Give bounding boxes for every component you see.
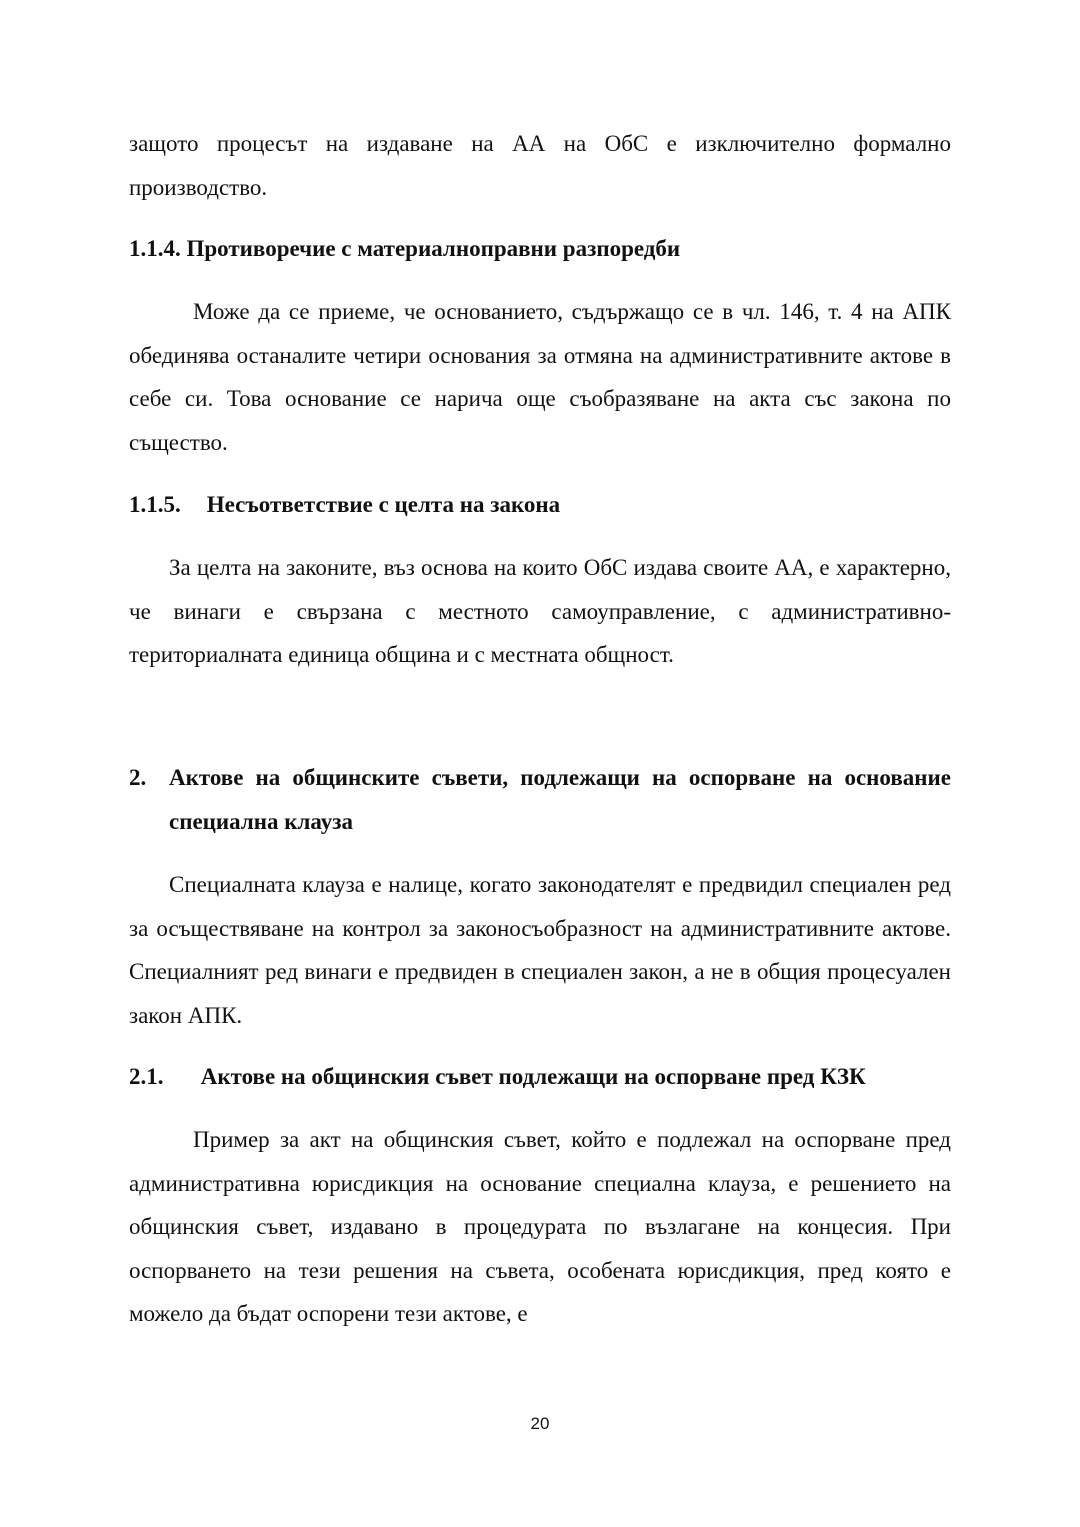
paragraph-2-1: Пример за акт на общинския съвет, който е подлежал на оспорване пред административна юрисдикция на основание специална клауза, е решението на общинския съвет, издавано в процедурата по възлагане на концесия. При оспорването на тези решения на съвета, особената юрисдикция, пред която е можело да бъдат оспорени тези актове, е [129, 1127, 951, 1327]
heading-title: Несъответствие с целта на закона [206, 492, 561, 517]
heading-number: 2.1. [129, 1064, 164, 1089]
paragraph-1-1-4: Може да се приеме, че основанието, съдържащо се в чл. 146, т. 4 на АПК обединява останалите четири основания за отмяна на административните актове в себе си. Това основание се нарича още съобразяване на акта със закона по същество. [129, 299, 951, 455]
heading-number: 1.1.5. [129, 492, 181, 517]
heading-1-1-5 [129, 492, 560, 518]
heading-2-1 [129, 1064, 866, 1090]
paragraph-2: Специалната клауза е налице, когато законодателят е предвидил специален ред за осъществяване на контрол за законосъобразност на административните актове. Специалният ред винаги е предвиден в специален закон, а не в общия процесуален закон АПК. [129, 872, 951, 1028]
page-number: 20 [530, 1414, 550, 1433]
heading-title: Актове на общинските съвети, подлежащи на оспорване на основание специална клауза [169, 765, 951, 834]
heading-title: Актове на общинския съвет подлежащи на оспорване пред КЗК [200, 1064, 866, 1089]
paragraph-intro: защото процесът на издаване на АА на ОбС е изключително формално производство. [129, 131, 951, 200]
heading-title: Противоречие с материалноправни разпоредби [186, 236, 681, 261]
paragraph-1-1-5: За целта на законите, въз основа на които ОбС издава своите АА, е характерно, че винаги е свързана с местното самоуправление, с административно-териториалната единица община и с местната общност. [129, 555, 951, 668]
heading-1-1-4 [129, 236, 680, 262]
heading-2 [129, 756, 951, 843]
heading-number: 1.1.4. [129, 236, 181, 261]
heading-number: 2. [129, 765, 147, 790]
